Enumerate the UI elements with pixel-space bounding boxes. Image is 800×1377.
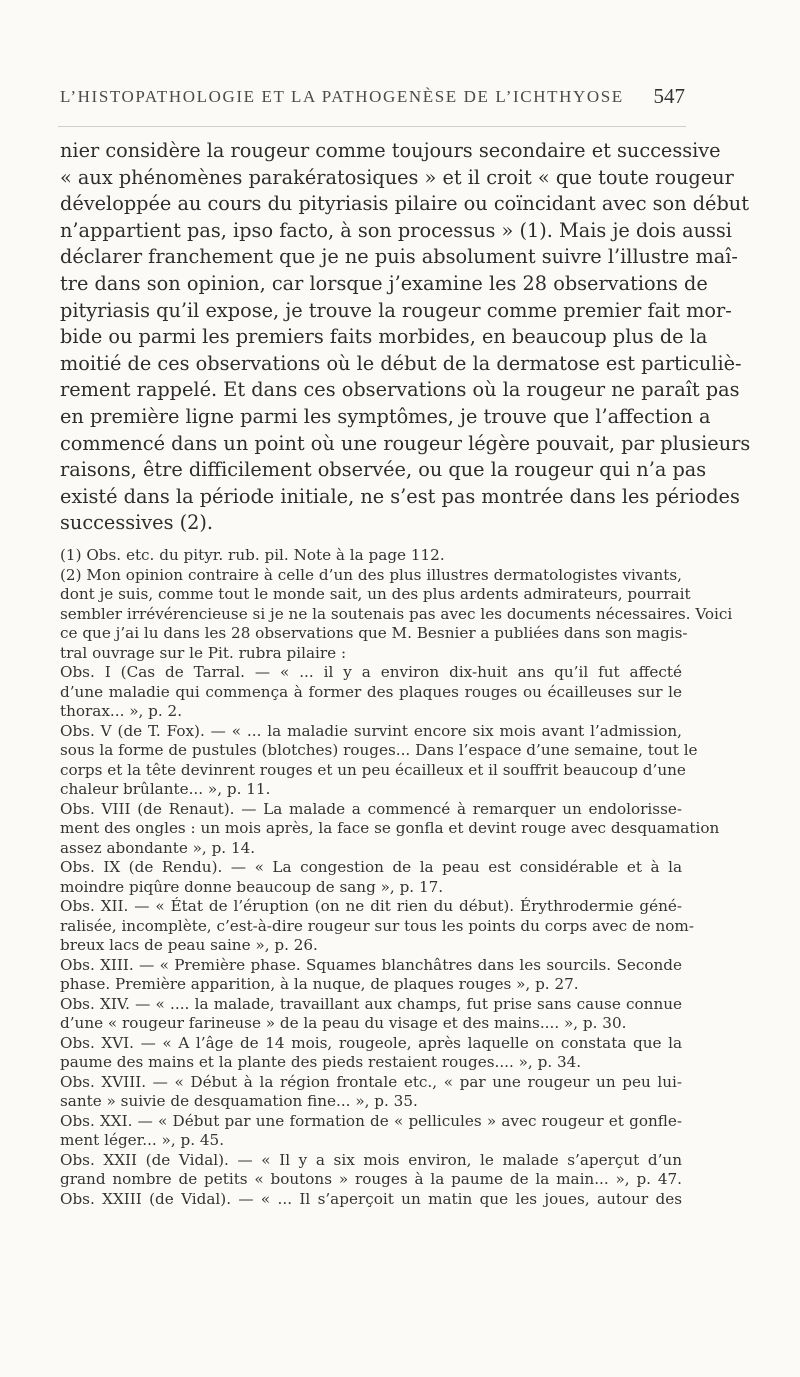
footnote-line: assez abondante », p. 14. — [60, 838, 256, 857]
footnote-line: ce que j’ai lu dans les 28 observations que M. Besnier a publiées dans son magis- — [60, 624, 688, 642]
running-head-title: L’HISTOPATHOLOGIE ET LA PATHOGENÈSE DE L’ICHTHYOSE — [60, 87, 624, 106]
footnote-line: Obs. I (Cas de Tarral. — « ... il y a environ dix-huit ans qu’il fut affecté — [60, 663, 682, 681]
text-line: tre dans son opinion, car lorsque j’examine les 28 observations de — [60, 271, 708, 295]
text-line: existé dans la période initiale, ne s’est pas montrée dans les périodes — [60, 484, 740, 508]
footnote-line: ment des ongles : un mois après, la face se gonfla et devint rouge avec desquamation — [60, 819, 720, 837]
text-line: rement rappelé. Et dans ces observations où la rougeur ne paraît pas — [60, 378, 740, 402]
footnote-line: ment léger... », p. 45. — [60, 1131, 225, 1149]
footnote-line: sembler irrévérencieuse si je ne la soutenais pas avec les documents nécessaires. Voici — [60, 604, 733, 623]
text-line: bide ou parmi les premiers faits morbides, en beaucoup plus de la — [60, 325, 708, 349]
text-line: commencé dans un point où une rougeur légère pouvait, par plusieurs — [60, 431, 751, 455]
footnote-line: dont je suis, comme tout le monde sait, un des plus ardents admirateurs, pourrait — [60, 585, 691, 603]
footnote-line: d’une « rougeur farineuse » de la peau du visage et des mains.... », p. 30. — [60, 1014, 627, 1032]
text-line: développée au cours du pityriasis pilaire ou coïncidant avec son début — [60, 192, 749, 216]
footnote-line: Obs. VIII (de Renaut). — La malade a commencé à remarquer un endolorisse- — [60, 799, 682, 818]
text-line: pityriasis qu’il expose, je trouve la rougeur comme premier fait mor- — [60, 298, 732, 322]
footnote-line: thorax... », p. 2. — [60, 702, 183, 720]
footnote-line: Obs. XIII. — « Première phase. Squames blanchâtres dans les sourcils. Seconde — [60, 955, 682, 974]
text-line: nier considère la rougeur comme toujours secondaire et successive — [60, 139, 721, 162]
footnote-line: moindre piqûre donne beaucoup de sang », p. 17. — [60, 877, 444, 896]
footnote-line: paume des mains et la plante des pieds restaient rouges.... », p. 34. — [60, 1053, 582, 1071]
header-rule — [58, 126, 686, 127]
running-head — [60, 84, 685, 113]
footnote-line: Obs. IX (de Rendu). — « La congestion de la peau est considérable et à la — [60, 858, 682, 876]
text-line: en première ligne parmi les symptômes, je trouve que l’affection a — [60, 404, 711, 428]
text-line: raisons, être difficilement observée, ou que la rougeur qui n’a pas — [60, 458, 707, 482]
footnotes — [60, 546, 733, 1209]
text-line: moitié de ces observations où le début de la dermatose est particuliè- — [60, 351, 742, 375]
footnote-line: breux lacs de peau saine », p. 26. — [60, 936, 318, 954]
text-line: déclarer franchement que je ne puis absolument suivre l’illustre maî- — [60, 245, 738, 269]
footnote-line: tral ouvrage sur le Pit. rubra pilaire : — [60, 643, 347, 662]
footnote-line: (2) Mon opinion contraire à celle d’un des plus illustres dermatologistes vivants, — [60, 565, 682, 584]
footnote-line: ralisée, incomplète, c’est-à-dire rougeur sur tous les points du corps avec de nom- — [60, 916, 694, 935]
footnote-line: Obs. XVI. — « A l’âge de 14 mois, rougeole, après laquelle on constata que la — [60, 1033, 682, 1052]
footnote-line: chaleur brûlante... », p. 11. — [60, 780, 271, 798]
text-line: n’appartient pas, ipso facto, à son processus » (1). Mais je dois aussi — [60, 218, 732, 242]
footnote-line: sante » suivie de desquamation fine... », p. 35. — [60, 1092, 418, 1110]
footnote-line: corps et la tête devinrent rouges et un peu écailleux et il souffrit beaucoup d’une — [60, 760, 686, 779]
footnote-line: Obs. XXI. — « Début par une formation de « pellicules » avec rougeur et gonfle- — [60, 1111, 682, 1130]
footnote-line: grand nombre de petits « boutons » rouges à la paume de la main... », p. 47. — [60, 1170, 682, 1188]
text-line: successives (2). — [60, 511, 214, 535]
footnote-line: d’une maladie qui commença à former des plaques rouges ou écailleuses sur le — [60, 682, 682, 701]
text-line: « aux phénomènes parakératosiques » et il croit « que toute rougeur — [60, 165, 734, 189]
main-paragraph — [60, 138, 751, 537]
footnote-line: phase. Première apparition, à la nuque, de plaques rouges », p. 27. — [60, 975, 579, 993]
footnote-line: Obs. XXII (de Vidal). — « Il y a six mois environ, le malade s’aperçut d’un — [60, 1150, 682, 1169]
footnote-line: Obs. XVIII. — « Début à la région frontale etc., « par une rougeur un peu lui- — [60, 1072, 682, 1091]
footnote-line: Obs. V (de T. Fox). — « ... la maladie survint encore six mois avant l’admission, — [60, 721, 682, 740]
footnote-line: Obs. XXIII (de Vidal). — « ... Il s’aperçoit un matin que les joues, autour des — [60, 1189, 682, 1208]
footnote-line: Obs. XIV. — « .... la malade, travaillant aux champs, fut prise sans cause connue — [60, 994, 682, 1013]
footnote-line: sous la forme de pustules (blotches) rouges... Dans l’espace d’une semaine, tout le — [60, 741, 698, 759]
footnote-line: Obs. XII. — « État de l’éruption (on ne dit rien du début). Érythrodermie géné- — [60, 897, 682, 915]
footnote-line: (1) Obs. etc. du pityr. rub. pil. Note à la page 112. — [60, 546, 445, 564]
page-number: 547 — [653, 84, 685, 108]
